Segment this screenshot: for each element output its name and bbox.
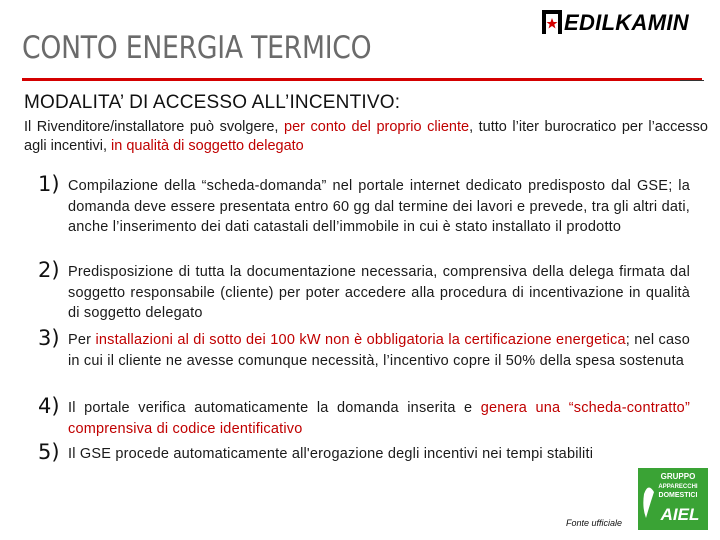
aiel-line2: APPARECCHI: [658, 484, 698, 490]
item-number: 4): [38, 394, 60, 418]
aiel-logo: [638, 468, 708, 530]
edilkamin-logo: [540, 6, 704, 38]
item-text: [68, 262, 690, 324]
item-number: 2): [38, 258, 60, 282]
item-number: 3): [38, 326, 60, 350]
intro-text: , tutto l’iter burocratico per l’accesso agli incentivi,: [24, 119, 708, 154]
item-text: [68, 330, 690, 371]
item-text-highlight: genera una “scheda-contratto” comprensiva di codice identificativo: [68, 400, 690, 437]
page-title: CONTO ENERGIA TERMICO: [22, 30, 372, 66]
item-number: 5): [38, 440, 60, 464]
item-text: [68, 444, 690, 465]
edilkamin-brand-text: EDILKAMIN: [564, 10, 689, 35]
item-number: 1): [38, 172, 60, 196]
item-text: [68, 398, 690, 439]
item-text-part: e prevede, tra gli altri dati, anche l’inserimento dei dati catastali dell’immobile in cui è stato installato il prodotto: [68, 198, 690, 235]
item-text-part: Compilazione della “scheda-domanda” nel portale internet dedicato predisposto dal GSE: [68, 178, 669, 194]
aiel-line1: GRUPPO: [660, 472, 696, 481]
section-subtitle: MODALITA’ DI ACCESSO ALL’INCENTIVO:: [24, 92, 401, 113]
item-text-part: Il GSE procede automaticamente all'erogazione degli incentivi nei tempi stabiliti: [68, 446, 594, 462]
title-divider: [22, 78, 702, 81]
title-divider-tail: [680, 80, 704, 81]
intro-paragraph: [24, 118, 708, 156]
item-text-part: Per: [68, 332, 96, 348]
item-text-part: Il portale verifica automaticamente la domanda inserita e: [68, 400, 481, 416]
item-text-part: ; nel caso in cui il cliente ne avesse comunque necessità, l’incentivo copre il 50% della spesa sostenuta: [68, 332, 690, 369]
intro-text: Il Rivenditore/installatore può svolgere,: [24, 119, 284, 135]
item-text-part: ; la domanda deve essere presentata entro 60 gg dal termine dei lavori: [68, 178, 690, 215]
source-caption: Fonte ufficiale: [566, 518, 623, 528]
intro-highlight: in qualità di soggetto delegato: [111, 138, 304, 154]
aiel-line3: DOMESTICI: [658, 492, 698, 499]
aiel-brand: AIEL: [660, 505, 700, 524]
edilkamin-mark-icon: [540, 8, 566, 38]
item-text-part: Predisposizione di tutta la documentazione necessaria, comprensiva della delega firmata dal soggetto responsabile (cliente) per poter accedere alla procedura di incentivazione in qualità di soggetto delegato: [68, 264, 690, 321]
intro-highlight: per conto del proprio cliente: [284, 119, 470, 135]
item-text: [68, 176, 690, 238]
item-text-highlight: installazioni al di sotto dei 100 kW non è obbligatoria la certificazione energetica: [95, 332, 626, 348]
